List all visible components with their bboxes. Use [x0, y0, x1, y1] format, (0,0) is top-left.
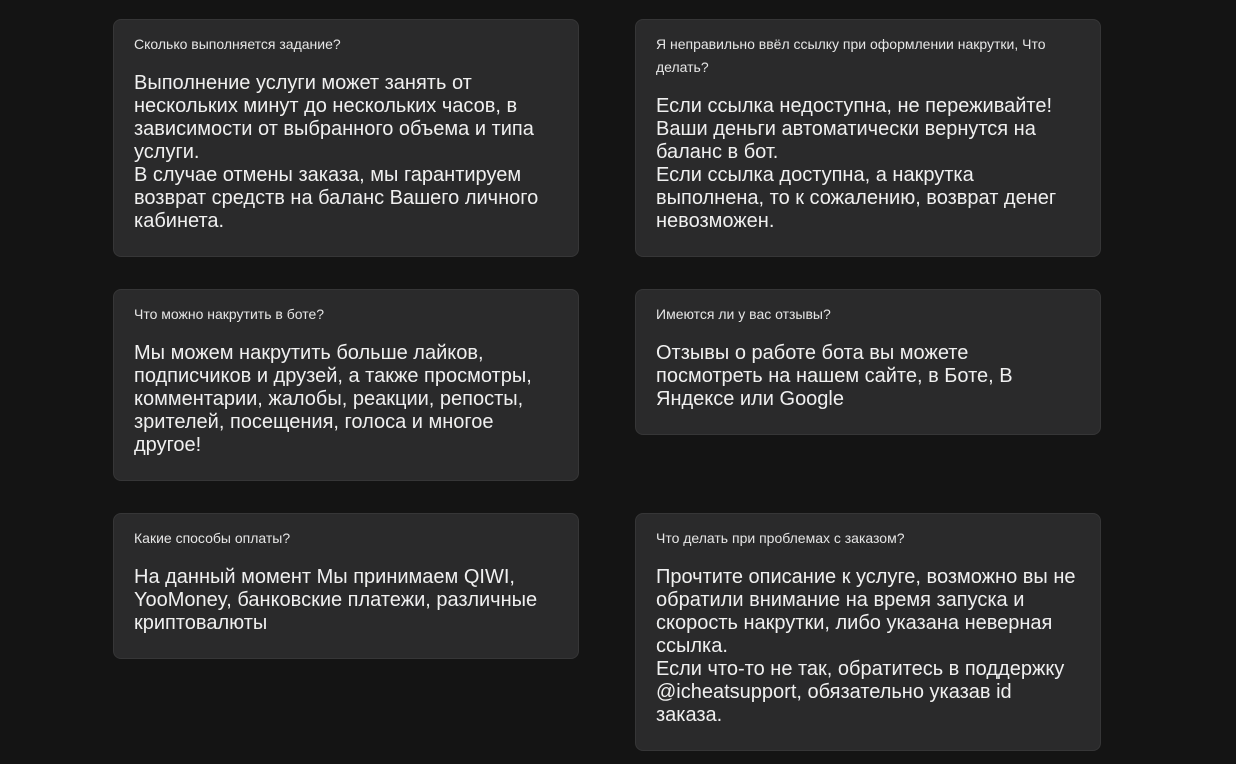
faq-card-task-duration	[113, 19, 579, 257]
faq-answer: Выполнение услуги может занять от нескольких минут до нескольких часов, в зависимости от выбранного объема и типа услуги. В случае отмены заказа, мы гарантируем возврат средств на баланс Вашего личного кабинета.	[134, 72, 539, 232]
faq-card-wrong-link	[635, 19, 1101, 257]
faq-card-services	[113, 289, 579, 481]
faq-answer: Если ссылка недоступна, не переживайте! Ваши деньги автоматически вернутся на баланс в бот. Если ссылка доступна, а накрутка выполнена, то к сожалению, возврат денег невозможен.	[656, 95, 1057, 232]
faq-question: Сколько выполняется задание?	[134, 36, 341, 52]
faq-question: Что можно накрутить в боте?	[134, 306, 325, 322]
faq-card-order-problems	[635, 513, 1101, 751]
faq-answer: Отзывы о работе бота вы можете посмотреть на нашем сайте, в Боте, В Яндексе или Google	[656, 342, 1013, 410]
faq-question: Имеются ли у вас отзывы?	[656, 306, 831, 322]
faq-answer: Мы можем накрутить больше лайков, подписчиков и друзей, а также просмотры, комментарии, жалобы, реакции, репосты, зрителей, посещения, голоса и многое другое!	[134, 342, 532, 456]
faq-question: Я неправильно ввёл ссылку при оформлении накрутки, Что делать?	[656, 36, 1046, 75]
faq-card-reviews	[635, 289, 1101, 435]
faq-question: Какие способы оплаты?	[134, 530, 291, 546]
faq-answer: На данный момент Мы принимаем QIWI, YooMoney, банковские платежи, различные криптовалюты	[134, 566, 538, 634]
faq-question: Что делать при проблемах с заказом?	[656, 530, 905, 546]
faq-answer: Прочтите описание к услуге, возможно вы не обратили внимание на время запуска и скорость накрутки, либо указана неверная ссылка. Если что-то не так, обратитесь в поддержку @icheatsupport, обязательно указав id заказа.	[656, 566, 1076, 726]
faq-card-payment-methods	[113, 513, 579, 659]
